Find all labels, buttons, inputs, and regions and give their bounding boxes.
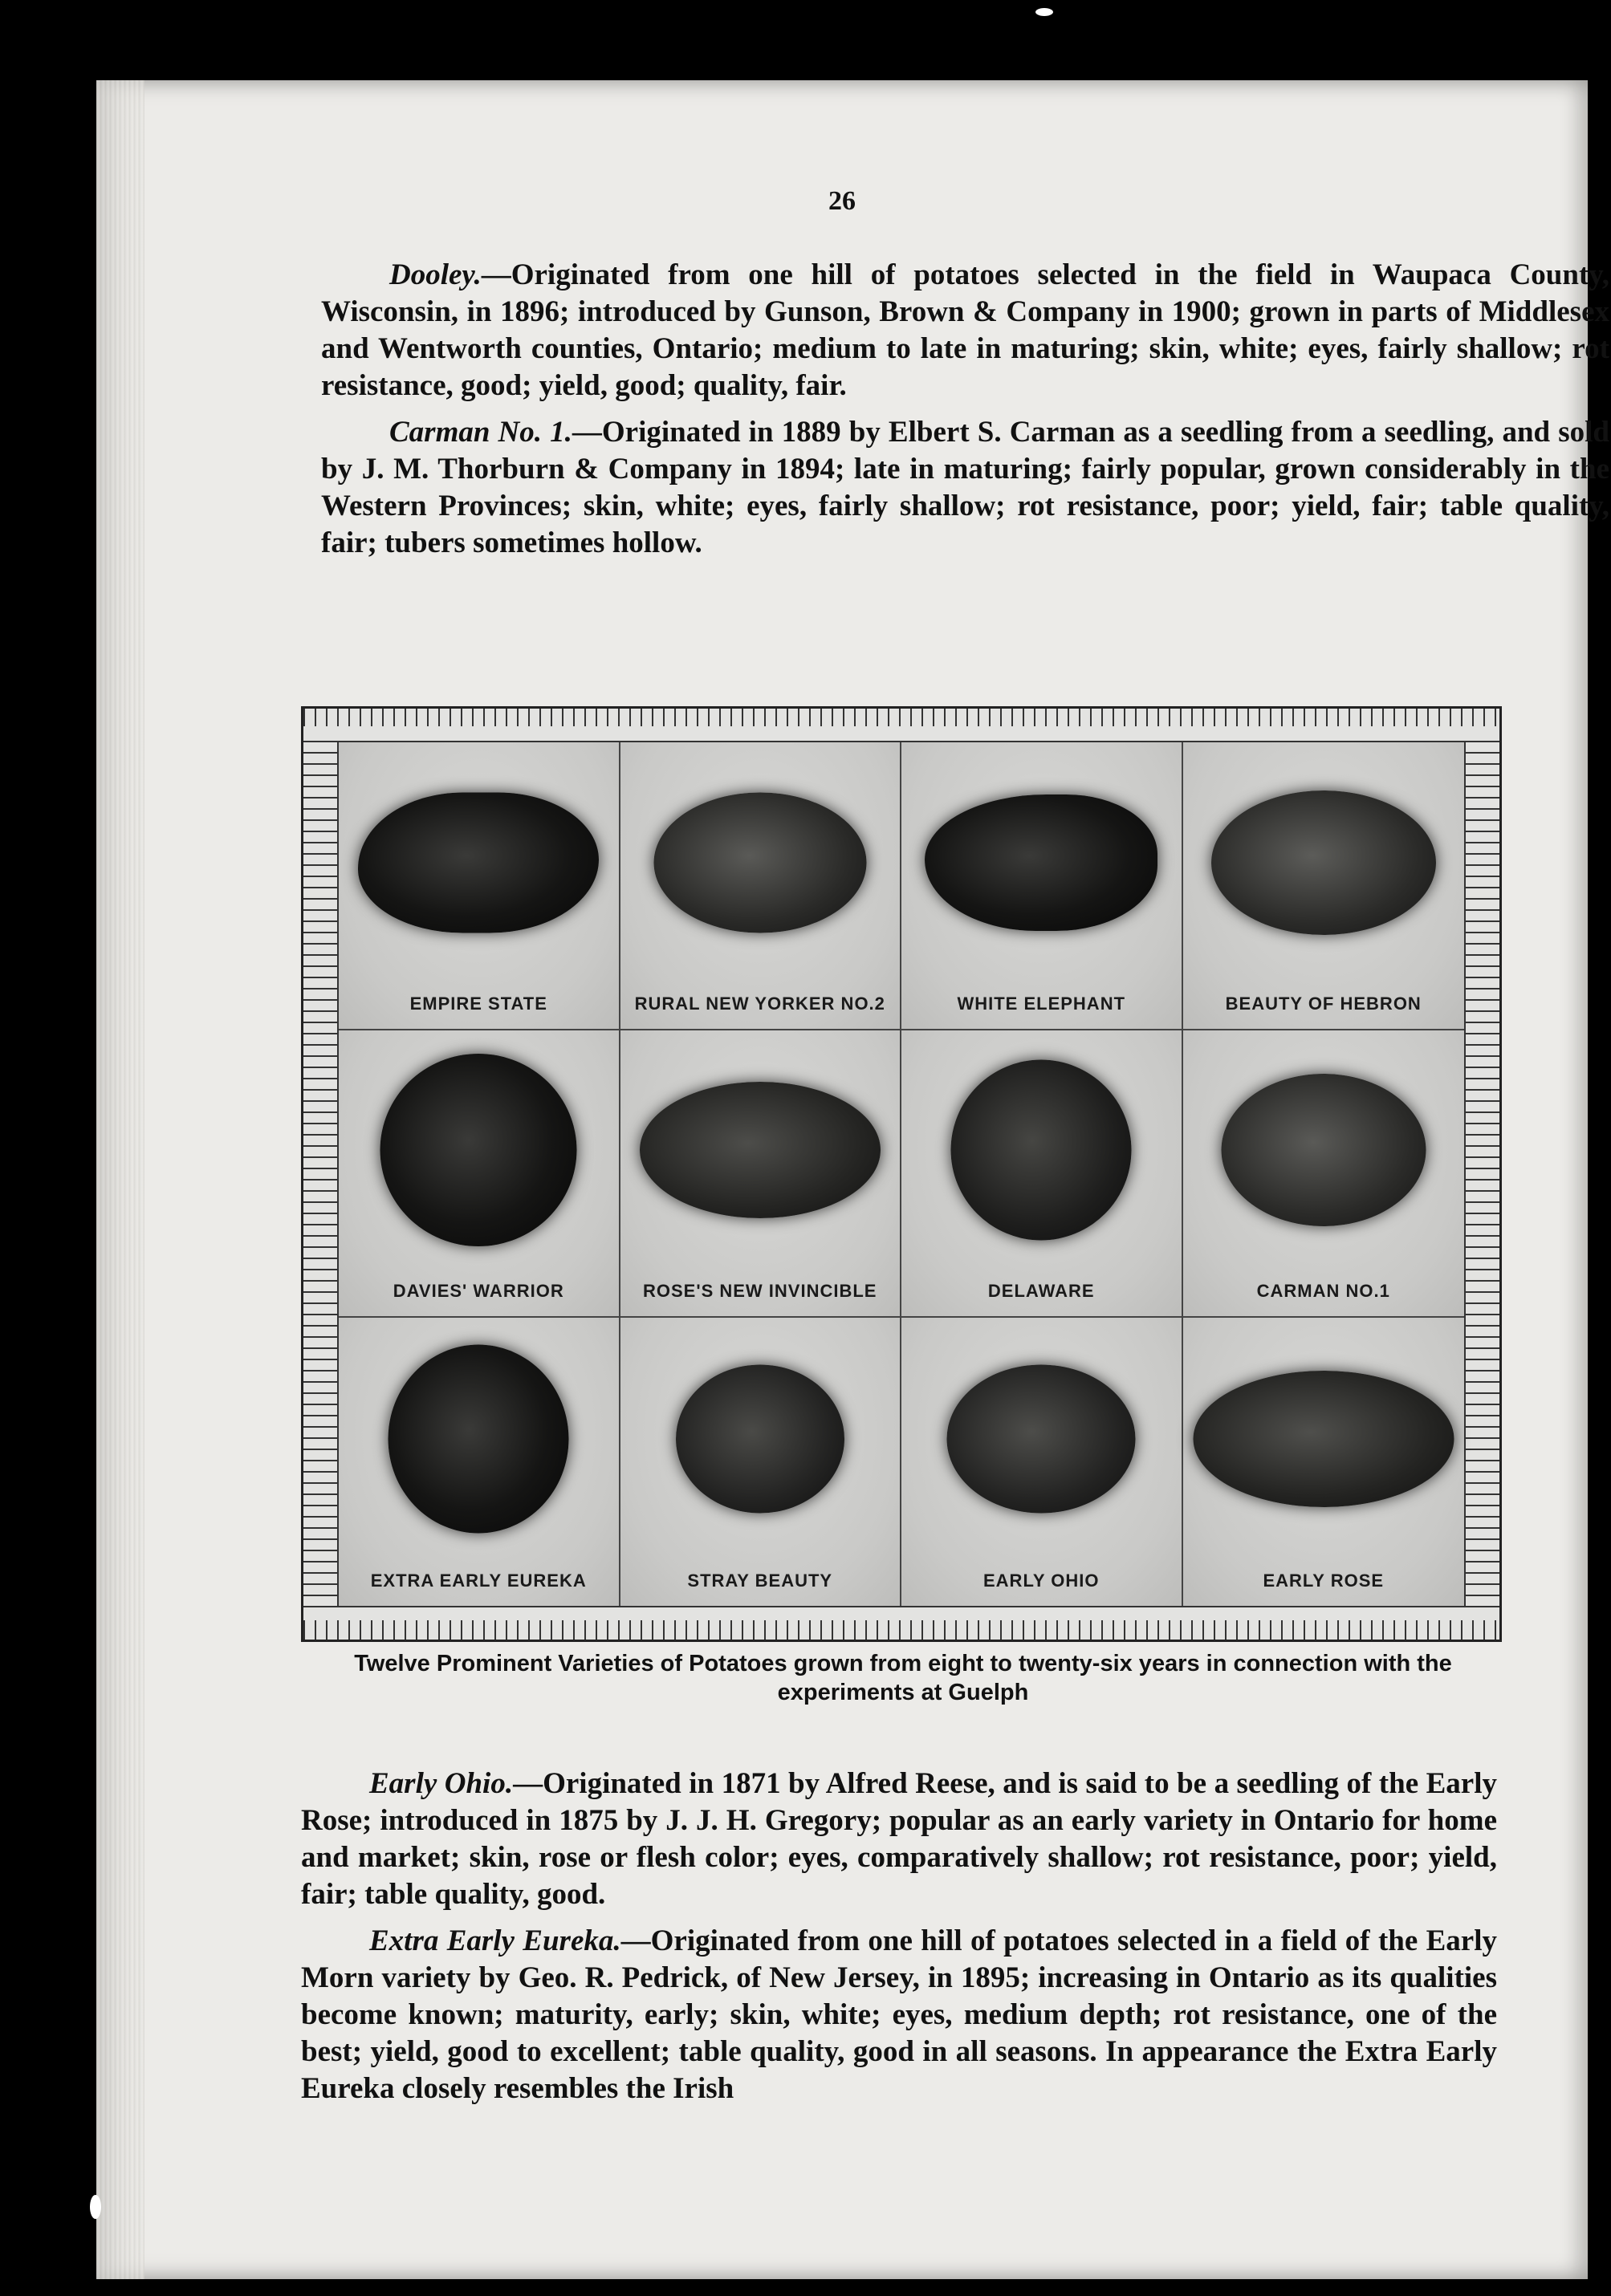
entry-name: Early Ohio. (369, 1767, 514, 1800)
potato-label: DAVIES' WARRIOR (393, 1281, 564, 1302)
entry-text: —Originated from one hill of potatoes selected in a field of the Early Morn variety by Geo. R. Pedrick, of New Jersey, in 1895; increasing in Ontario as its qualities become known; maturity, early; skin, white; eyes, medium depth; rot resistance, one of the best; yield, good to excellent; table quality, good in all seasons. In appearance the Extra Early Eureka closely resembles the Irish (301, 1924, 1497, 2105)
potato-cell (1183, 742, 1465, 1030)
potato-cell (620, 742, 902, 1030)
potato-label: WHITE ELEPHANT (957, 993, 1126, 1014)
potato-image (380, 1054, 577, 1246)
figure-caption: Twelve Prominent Varieties of Potatoes grown from eight to twenty-six years in connection with the experiments at Guelph (354, 1651, 1452, 1705)
potato-label: CARMAN NO.1 (1256, 1281, 1390, 1302)
potato-image (947, 1364, 1136, 1513)
potato-cell (339, 1318, 620, 1606)
ruler-top (303, 709, 1499, 742)
potato-cell (901, 1318, 1183, 1606)
scan-speck (90, 2195, 101, 2219)
potato-label: EMPIRE STATE (409, 993, 547, 1014)
potato-label: EARLY ROSE (1263, 1570, 1385, 1591)
entry-text: —Originated in 1889 by Elbert S. Carman as a seedling from a seedling, and sold by J. M. Thorburn & Company in 1894; late in maturing; fairly popular, grown considerably in the Western Provinces; skin, white; eyes, fairly shallow; rot resistance, poor; yield, fair; table quality, fair; tubers sometimes hollow. (321, 416, 1610, 559)
entry-name: Carman No. 1. (389, 416, 572, 449)
potato-label: EARLY OHIO (983, 1570, 1100, 1591)
scan-speck (1035, 8, 1053, 16)
potato-cell (901, 1030, 1183, 1319)
potato-label: RURAL NEW YORKER NO.2 (634, 993, 885, 1014)
potato-label: BEAUTY OF HEBRON (1225, 993, 1422, 1014)
potato-label: ROSE'S NEW INVINCIBLE (643, 1281, 877, 1302)
entry-name: Dooley. (389, 258, 482, 291)
ruler-left (303, 741, 339, 1607)
potato-image (1221, 1074, 1426, 1226)
potato-image (676, 1364, 844, 1513)
potato-varieties-photo (301, 706, 1502, 1642)
entry-carman (321, 414, 1609, 562)
potato-label: STRAY BEAUTY (687, 1570, 833, 1591)
entry-name: Extra Early Eureka. (369, 1924, 621, 1957)
text-block-top (321, 257, 1609, 562)
potato-image (389, 1344, 569, 1533)
potato-cell (1183, 1318, 1465, 1606)
potato-image (925, 794, 1157, 931)
potato-grid (339, 742, 1464, 1606)
potato-image (358, 792, 599, 933)
potato-image (1211, 790, 1436, 935)
page-binding-edge (96, 80, 144, 2279)
potato-cell (339, 742, 620, 1030)
text-block-bottom (301, 1766, 1497, 2107)
potato-label: DELAWARE (987, 1281, 1095, 1302)
potato-cell (1183, 1030, 1465, 1319)
potato-image (951, 1060, 1132, 1241)
potato-cell (339, 1030, 620, 1319)
ruler-bottom (303, 1606, 1499, 1640)
entry-early-ohio (301, 1766, 1497, 1913)
potato-image (653, 792, 866, 933)
potato-cell (620, 1030, 902, 1319)
potato-image (640, 1082, 881, 1218)
potato-label: EXTRA EARLY EUREKA (370, 1570, 587, 1591)
entry-text: —Originated in 1871 by Alfred Reese, and is said to be a seedling of the Early Rose; introduced in 1875 by J. J. H. Gregory; popular as an early variety in Ontario for home and market; skin, rose or flesh color; eyes, comparatively shallow; rot resistance, poor; yield, fair; table quality, good. (301, 1767, 1497, 1911)
potato-cell (901, 742, 1183, 1030)
ruler-right (1464, 741, 1499, 1607)
page-number: 26 (828, 186, 856, 216)
potato-image (1193, 1371, 1454, 1507)
entry-text: —Originated from one hill of potatoes selected in the field in Waupaca County, Wisconsin, in 1896; introduced by Gunson, Brown & Company in 1900; grown in parts of Middlesex and Wentworth counties, Ontario; medium to late in maturing; skin, white; eyes, fairly shallow; rot resistance, good; yield, good; quality, fair. (321, 258, 1609, 402)
entry-extra-early-eureka (301, 1923, 1497, 2107)
potato-cell (620, 1318, 902, 1606)
entry-dooley (321, 257, 1609, 404)
